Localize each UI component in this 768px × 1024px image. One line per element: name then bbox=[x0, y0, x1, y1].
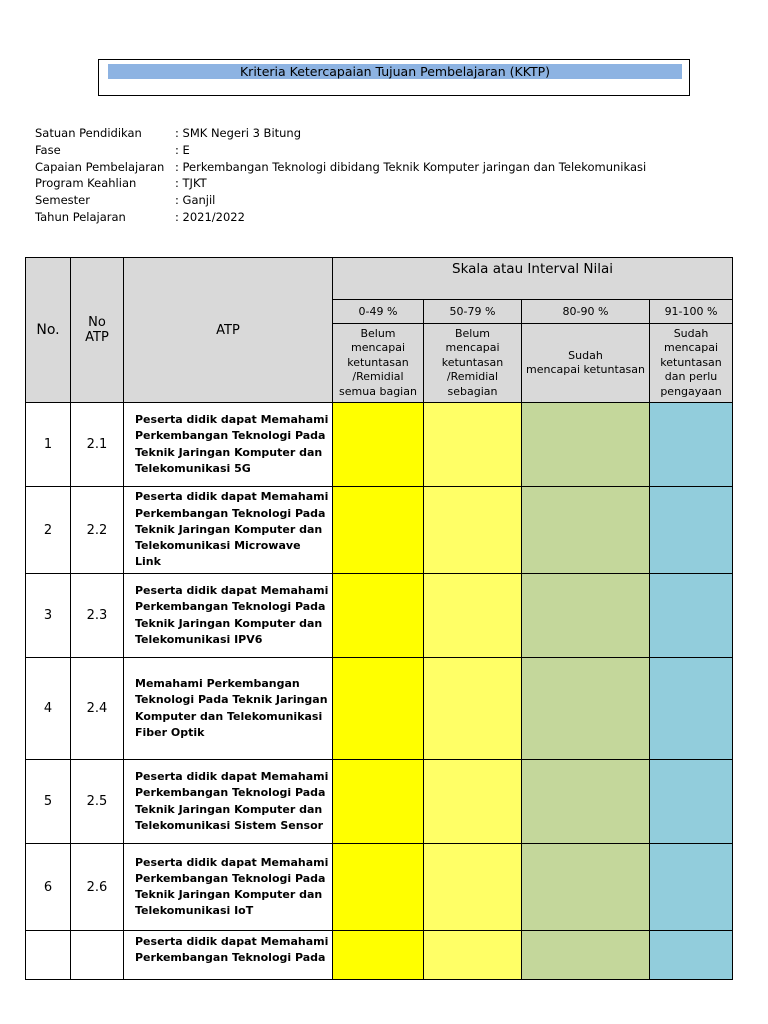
cell-0-49 bbox=[333, 760, 424, 844]
header-description bbox=[333, 324, 424, 403]
cell-80-90 bbox=[522, 574, 650, 658]
info-value: : E bbox=[175, 142, 190, 157]
atp-line: Telekomunikasi Microwave Link bbox=[135, 539, 301, 569]
row-atp-description bbox=[124, 487, 333, 574]
info-label: Capaian Pembelajaran bbox=[35, 159, 165, 174]
cell-0-49 bbox=[333, 844, 424, 931]
cell-50-79 bbox=[424, 487, 522, 574]
header-range: 50-79 % bbox=[424, 300, 522, 324]
header-no: No. bbox=[26, 258, 71, 403]
header-description bbox=[650, 324, 733, 403]
cell-91-100 bbox=[650, 658, 733, 760]
atp-line: Telekomunikasi IoT bbox=[135, 904, 254, 918]
table-row bbox=[26, 658, 733, 760]
cell-80-90 bbox=[522, 931, 650, 980]
row-number: 6 bbox=[26, 844, 71, 931]
row-atp-number bbox=[71, 931, 124, 980]
cell-50-79 bbox=[424, 931, 522, 980]
atp-line: Perkembangan Teknologi Pada bbox=[135, 600, 326, 614]
atp-line: Teknik Jaringan Komputer dan bbox=[135, 888, 323, 901]
row-atp-description bbox=[124, 844, 333, 931]
table-row bbox=[26, 760, 733, 844]
header-range: 80-90 % bbox=[522, 300, 650, 324]
atp-line: Perkembangan Teknologi Pada bbox=[135, 429, 326, 443]
cell-50-79 bbox=[424, 658, 522, 760]
info-value: : Perkembangan Teknologi dibidang Teknik Komputer jaringan dan Telekomunikasi bbox=[175, 159, 647, 174]
atp-line: Telekomunikasi IPV6 bbox=[135, 632, 263, 646]
description-line: semua bagian bbox=[339, 384, 417, 398]
info-row bbox=[35, 209, 646, 226]
title-box bbox=[98, 59, 690, 96]
cell-91-100 bbox=[650, 487, 733, 574]
atp-line: Komputer dan Telekomunikasi bbox=[135, 709, 323, 723]
cell-91-100 bbox=[650, 931, 733, 980]
table-row bbox=[26, 931, 733, 980]
description-line: sebagian bbox=[447, 384, 498, 398]
info-row bbox=[35, 125, 646, 142]
header-atp: ATP bbox=[124, 258, 333, 403]
atp-line: Peserta didik dapat Memahami bbox=[135, 584, 329, 598]
cell-80-90 bbox=[522, 658, 650, 760]
document-info bbox=[35, 125, 646, 226]
row-atp-description bbox=[124, 403, 333, 487]
info-label: Tahun Pelajaran bbox=[35, 209, 126, 224]
cell-0-49 bbox=[333, 931, 424, 980]
cell-91-100 bbox=[650, 844, 733, 931]
row-atp-description bbox=[124, 658, 333, 760]
cell-0-49 bbox=[333, 403, 424, 487]
info-row bbox=[35, 175, 646, 192]
row-number: 1 bbox=[26, 403, 71, 487]
description-line: ketuntasan bbox=[441, 355, 504, 369]
row-number: 3 bbox=[26, 574, 71, 658]
header-range: 0-49 % bbox=[333, 300, 424, 324]
table-row bbox=[26, 487, 733, 574]
description-line: ketuntasan bbox=[347, 355, 409, 369]
cell-50-79 bbox=[424, 403, 522, 487]
atp-line: Telekomunikasi Sistem Sensor bbox=[135, 818, 324, 832]
header-skala: Skala atau Interval Nilai bbox=[333, 258, 733, 300]
header-no-atp: No ATP bbox=[71, 258, 124, 403]
info-label: Program Keahlian bbox=[35, 176, 137, 191]
document-title: Kriteria Ketercapaian Tujuan Pembelajaran (KKTP) bbox=[108, 64, 682, 79]
description-line: /Remidial bbox=[352, 370, 404, 384]
row-number bbox=[26, 931, 71, 980]
row-atp-number: 2.5 bbox=[71, 760, 124, 844]
info-row bbox=[35, 142, 646, 159]
description-line: mencapai bbox=[664, 341, 719, 355]
row-number: 5 bbox=[26, 760, 71, 844]
row-number: 4 bbox=[26, 658, 71, 760]
info-label: Satuan Pendidikan bbox=[35, 126, 142, 140]
info-row bbox=[35, 192, 646, 209]
row-atp-number: 2.1 bbox=[71, 403, 124, 487]
info-label: Fase bbox=[35, 142, 61, 157]
atp-line: Memahami Perkembangan bbox=[135, 677, 300, 691]
atp-line: Peserta didik dapat Memahami bbox=[135, 413, 329, 427]
atp-line: Teknik Jaringan Komputer dan bbox=[135, 445, 323, 459]
header-description bbox=[424, 324, 522, 403]
atp-line: Fiber Optik bbox=[135, 725, 205, 739]
description-line: Belum bbox=[360, 326, 396, 340]
cell-91-100 bbox=[650, 403, 733, 487]
cell-0-49 bbox=[333, 574, 424, 658]
cell-91-100 bbox=[650, 574, 733, 658]
description-line: pengayaan bbox=[660, 384, 722, 398]
description-line: Belum bbox=[454, 326, 491, 340]
cell-80-90 bbox=[522, 760, 650, 844]
row-atp-number: 2.4 bbox=[71, 658, 124, 760]
atp-line: Perkembangan Teknologi Pada bbox=[135, 871, 326, 885]
row-atp-description bbox=[124, 760, 333, 844]
table-row bbox=[26, 844, 733, 931]
table-row bbox=[26, 574, 733, 658]
description-line: mencapai bbox=[350, 341, 406, 355]
cell-50-79 bbox=[424, 574, 522, 658]
row-atp-description bbox=[124, 574, 333, 658]
atp-line: Teknik Jaringan Komputer dan bbox=[135, 522, 323, 536]
cell-80-90 bbox=[522, 487, 650, 574]
info-label: Semester bbox=[35, 193, 90, 208]
description-line: dan perlu bbox=[664, 370, 718, 384]
row-atp-number: 2.6 bbox=[71, 844, 124, 931]
info-value: : 2021/2022 bbox=[175, 209, 245, 224]
description-line: mencapai bbox=[445, 341, 500, 355]
description-line: /Remidial bbox=[446, 370, 499, 384]
kktp-table bbox=[25, 257, 733, 980]
cell-0-49 bbox=[333, 658, 424, 760]
table-row bbox=[26, 403, 733, 487]
atp-line: Teknik Jaringan Komputer dan bbox=[135, 802, 323, 816]
description-line: mencapai ketuntasan bbox=[525, 363, 646, 376]
atp-line: Peserta didik dapat Memahami bbox=[135, 490, 329, 504]
cell-80-90 bbox=[522, 403, 650, 487]
row-atp-number: 2.3 bbox=[71, 574, 124, 658]
cell-91-100 bbox=[650, 760, 733, 844]
atp-line: Perkembangan Teknologi Pada bbox=[135, 951, 326, 965]
cell-50-79 bbox=[424, 760, 522, 844]
atp-line: Teknologi Pada Teknik Jaringan bbox=[135, 693, 328, 707]
atp-line: Peserta didik dapat Memahami bbox=[135, 855, 329, 869]
description-line: Sudah bbox=[673, 326, 709, 340]
cell-50-79 bbox=[424, 844, 522, 931]
atp-line: Perkembangan Teknologi Pada bbox=[135, 506, 326, 520]
row-number: 2 bbox=[26, 487, 71, 574]
header-range: 91-100 % bbox=[650, 300, 733, 324]
atp-line: Peserta didik dapat Memahami bbox=[135, 770, 329, 784]
cell-80-90 bbox=[522, 844, 650, 931]
description-line: Sudah bbox=[568, 348, 603, 362]
info-value: : TJKT bbox=[175, 176, 207, 191]
info-row bbox=[35, 159, 646, 176]
atp-line: Peserta didik dapat Memahami bbox=[135, 935, 329, 948]
info-value: : SMK Negeri 3 Bitung bbox=[175, 126, 302, 140]
atp-line: Perkembangan Teknologi Pada bbox=[135, 786, 326, 800]
atp-line: Telekomunikasi 5G bbox=[135, 461, 251, 475]
description-line: ketuntasan bbox=[660, 355, 722, 369]
row-atp-number: 2.2 bbox=[71, 487, 124, 574]
header-description bbox=[522, 324, 650, 403]
row-atp-description bbox=[124, 931, 333, 980]
atp-line: Teknik Jaringan Komputer dan bbox=[135, 616, 323, 630]
info-value: : Ganjil bbox=[175, 193, 216, 208]
cell-0-49 bbox=[333, 487, 424, 574]
